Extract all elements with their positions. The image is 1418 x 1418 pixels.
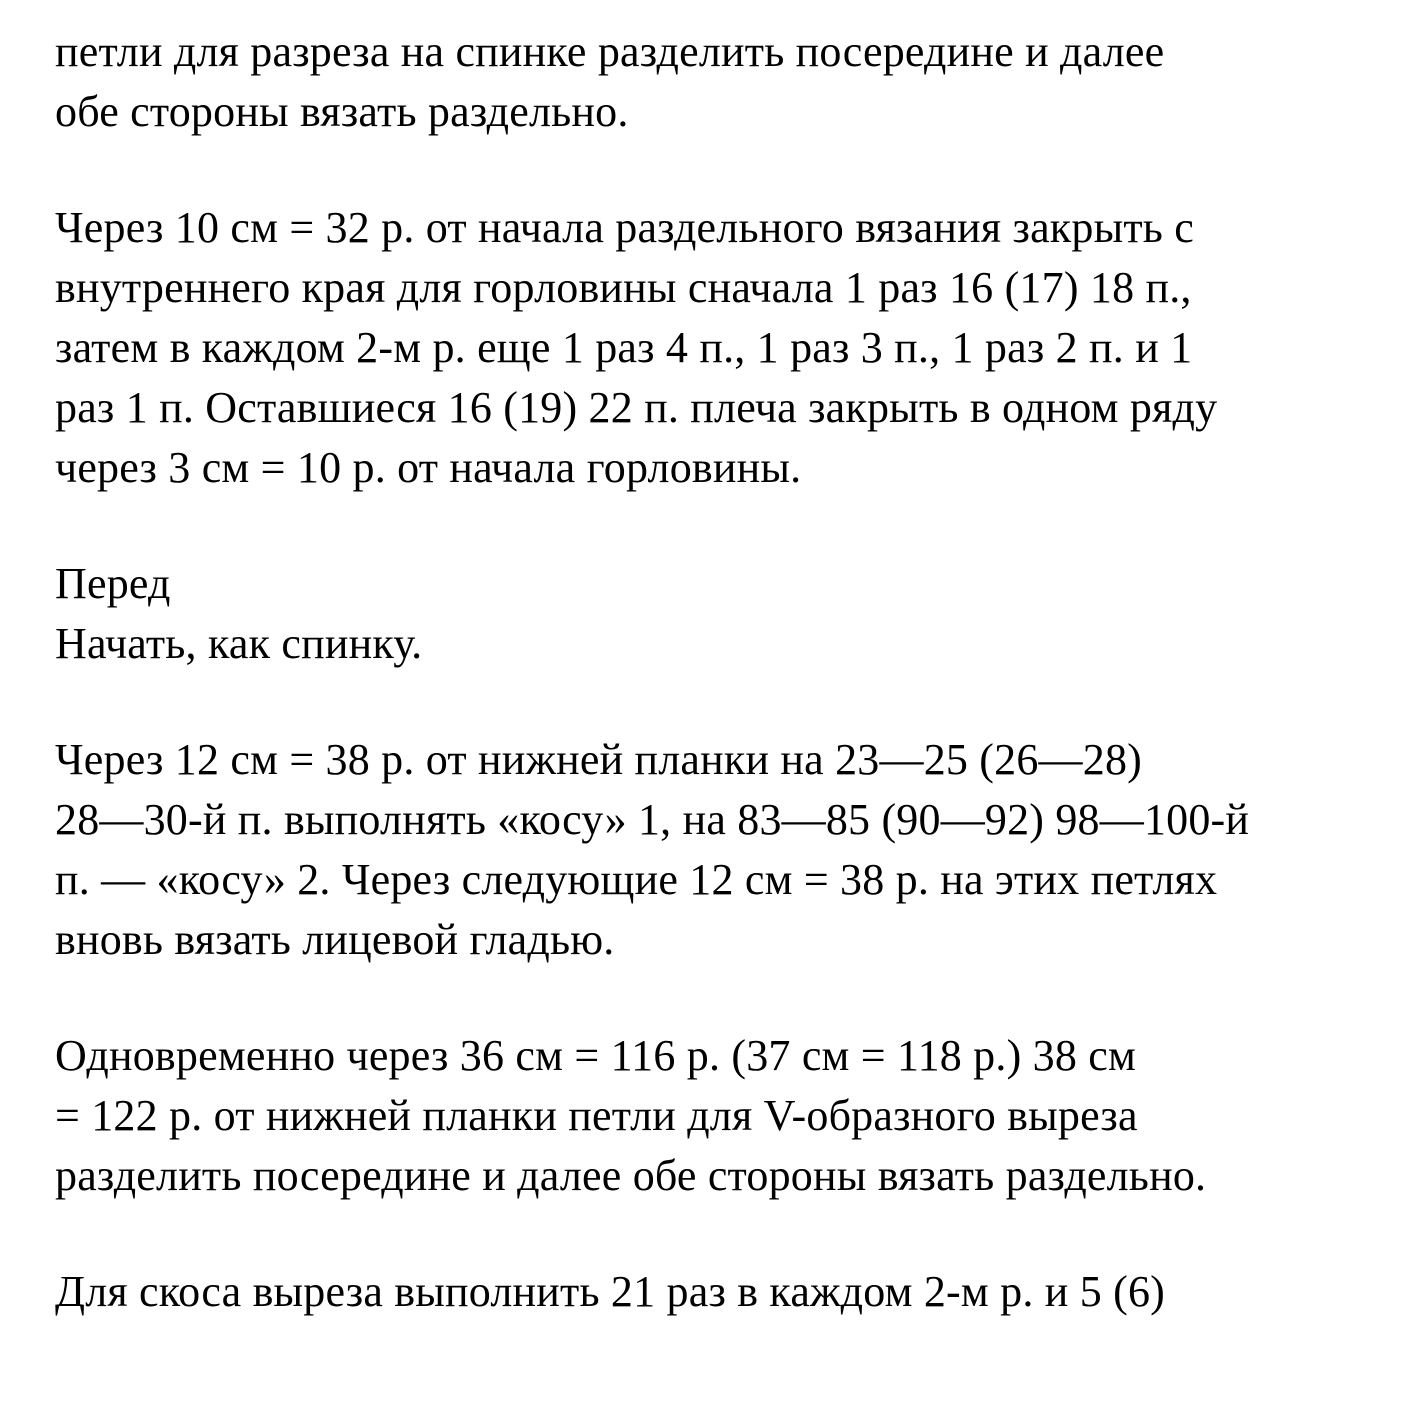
text-line: разделить посередине и далее обе стороны вязать раздельно. <box>55 1151 1207 1200</box>
paragraph <box>55 1026 1368 1206</box>
text-line: вновь вязать лицевой гладью. <box>55 915 615 964</box>
text-line: п. — «косу» 2. Через следующие 12 см = 38 р. на этих петлях <box>55 855 1218 904</box>
text-line: раз 1 п. Оставшиеся 16 (19) 22 п. плеча закрыть в одном ряду <box>55 383 1218 432</box>
text-line: Начать, как спинку. <box>55 619 423 668</box>
text-line: обе стороны вязать раздельно. <box>55 87 629 136</box>
paragraph <box>55 554 1368 674</box>
text-line: через 3 см = 10 р. от начала горловины. <box>55 443 802 492</box>
text-line: Одновременно через 36 см = 116 р. (37 см = 118 р.) 38 см <box>55 1031 1136 1080</box>
text-line: затем в каждом 2-м р. еще 1 раз 4 п., 1 раз 3 п., 1 раз 2 п. и 1 <box>55 323 1193 372</box>
text-line: петли для разреза на спинке разделить посередине и далее <box>55 27 1165 76</box>
text-line: = 122 р. от нижней планки петли для V-образного выреза <box>55 1091 1138 1140</box>
paragraph <box>55 1262 1368 1322</box>
text-line: внутреннего края для горловины сначала 1 раз 16 (17) 18 п., <box>55 263 1192 312</box>
text-line: Через 12 см = 38 р. от нижней планки на 23—25 (26—28) <box>55 735 1143 784</box>
text-line: 28—30-й п. выполнять «косу» 1, на 83—85 (90—92) 98—100-й <box>55 795 1250 844</box>
text-line: Перед <box>55 559 171 608</box>
text-line: Для скоса выреза выполнить 21 раз в каждом 2-м р. и 5 (6) <box>55 1267 1166 1316</box>
paragraph <box>55 198 1368 498</box>
paragraph <box>55 730 1368 970</box>
text-line: Через 10 см = 32 р. от начала раздельного вязания закрыть с <box>55 203 1194 252</box>
paragraph <box>55 22 1368 142</box>
